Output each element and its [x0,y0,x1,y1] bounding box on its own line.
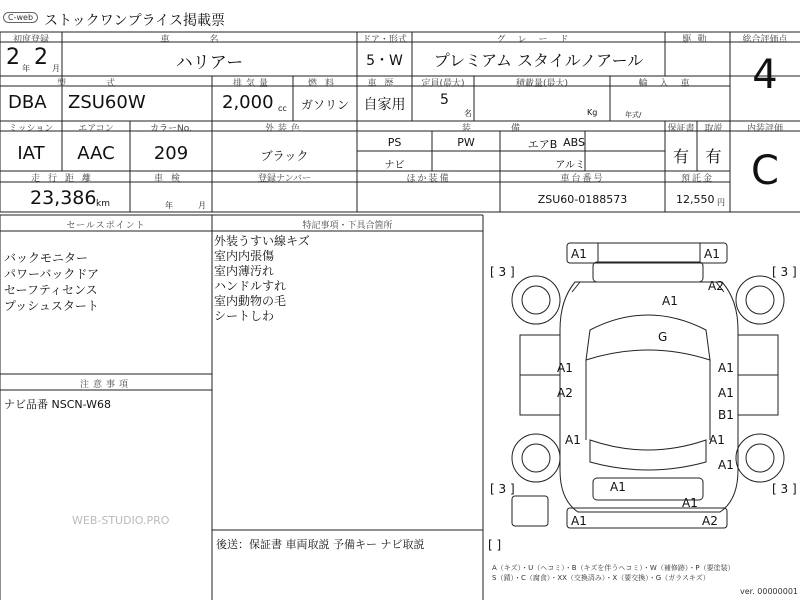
special-note-item: 室内薄汚れ [214,264,275,278]
reg-year: 2 [6,45,20,70]
damage-mark: A1 [718,386,734,400]
equip-ps: PS [387,136,402,149]
label-warranty: 保証書 [667,124,695,134]
watermark: WEB-STUDIO.PRO [72,514,170,527]
label-inspection: 車検 [153,174,188,184]
label-special-notes: 特記事項・下具合箇所 [302,221,393,231]
model-code: ZSU60W [68,92,146,113]
label-manual: 取説 [704,124,723,134]
sheet-title: ストックワンプライス掲載票 [44,13,226,29]
label-mileage: 走行距離 [30,174,99,184]
label-car-name: 車名 [160,35,259,45]
label-grade: グレード [496,35,581,45]
damage-mark: A1 [682,496,698,510]
mileage: 23,386 [30,187,97,209]
exterior-color: ブラック [260,149,309,163]
aircon: AAC [77,143,115,164]
damage-mark: A1 [571,247,587,261]
damage-mark: A1 [610,480,626,494]
site-logo: C-web [3,12,38,23]
equip-pw: PW [457,136,475,149]
sales-point-item: バックモニター [4,251,89,265]
unit-cc: cc [278,104,287,113]
label-reg-number: 登録ナンバー [258,174,311,184]
version-label: ver. 00000001 [739,587,798,596]
label-deposit: 預託金 [680,174,714,184]
label-displacement: 排気量 [232,79,272,89]
grade: プレミアム スタイルノアール [433,51,644,70]
special-note-item: ハンドルすれ [214,279,287,293]
label-interior-score: 内装評価 [746,124,783,134]
damage-mark: A2 [708,279,724,293]
label-capacity: 定員(最大) [421,79,465,89]
equip-airbag: エアB [527,138,558,151]
label-model: 型式 [56,79,155,89]
damage-mark: A1 [718,458,734,472]
after-note: 後送：保証書 車両取説 予備キー ナビ取説 [216,538,425,551]
deposit: 12,550 [676,193,715,206]
label-equipment: 装備 [461,124,560,134]
unit-persons: 名 [464,109,472,118]
bracket-rear-right: [ 3 ] [772,482,797,496]
unit-km: km [96,199,110,209]
damage-mark: A1 [565,433,581,447]
capacity: 5 [440,92,449,108]
inspection-unit-year: 年 [165,201,173,210]
interior-score: C [751,148,779,194]
label-overall-score: 総合評価点 [742,35,788,45]
label-sales-points: セールスポイント [66,221,146,231]
damage-mark: B1 [718,408,734,422]
special-note-item: 室内内張傷 [214,249,275,263]
damage-mark: A2 [702,514,718,528]
damage-mark: A1 [571,514,587,528]
label-aircon: エアコン [78,124,114,134]
special-note-item: シートしわ [214,309,275,323]
bracket-spare: [ ] [488,538,502,552]
damage-mark: A1 [557,361,573,375]
warranty: 有 [672,147,689,166]
equip-abs: ABS [563,136,585,149]
fuel: ガソリン [300,98,349,112]
model-prefix: DBA [8,92,47,113]
label-other-equipment: ほか装備 [406,174,451,184]
manual: 有 [705,147,722,166]
label-caution: 注意事項 [79,380,132,390]
damage-mark: A2 [557,386,573,400]
unit-kg: Kg [587,108,598,117]
sales-point-item: セーフティセンス [4,283,98,297]
bracket-front-left: [ 3 ] [490,265,515,279]
reg-month: 2 [34,45,48,70]
damage-mark: A1 [718,361,734,375]
unit-model-year: 年式/ [625,111,642,119]
label-load-capacity: 積載量(最大) [515,79,569,89]
damage-mark: G [658,330,668,344]
label-fuel: 燃料 [307,79,342,89]
label-car-history: 車歴 [367,79,402,89]
unit-month: 月 [52,64,60,73]
equip-navi: ナビ [384,160,405,171]
bracket-rear-left: [ 3 ] [490,482,515,496]
door-type: 5・W [366,53,403,69]
car-history: 自家用 [363,97,406,113]
label-mission: ミッション [8,124,54,134]
label-chassis-number: 車台番号 [560,174,605,184]
overall-score: 4 [752,52,778,98]
caution-item: ナビ品番 NSCN-W68 [4,398,112,411]
label-drive: 駆動 [682,35,713,45]
sales-point-item: パワーバックドア [4,267,100,281]
legend-line-1: A（キズ）・U（ヘコミ）・B（キズを伴うヘコミ）・W（補修跡）・P（要塗装） [492,564,735,572]
bracket-front-right: [ 3 ] [772,265,797,279]
legend-line-2: S（錆）・C（腐食）・XX（交換済み）・X（要交換）・G（ガラスキズ） [492,574,710,582]
car-name: ハリアー [175,53,244,73]
equip-alumi: アルミ [555,160,585,171]
unit-year: 年 [22,64,30,73]
damage-mark: A1 [709,433,725,447]
label-exterior-color: 外装色 [264,124,304,134]
label-import: 輸入車 [638,79,702,89]
inspection-unit-month: 月 [198,201,206,210]
unit-yen: 円 [717,198,725,207]
label-color-no: カラーNo. [150,124,192,134]
damage-mark: A1 [704,247,720,261]
damage-mark: A1 [662,294,678,308]
label-door-type: ドア・形式 [362,35,407,45]
mission: IAT [17,143,45,164]
chassis-number: ZSU60-0188573 [537,193,628,206]
sales-point-item: プッシュスタート [4,299,99,313]
displacement: 2,000 [222,92,274,113]
color-no: 209 [153,143,189,164]
special-note-item: 室内動物の毛 [214,294,287,308]
special-note-item: 外装うすい線キズ [214,234,310,248]
label-first-reg: 初度登録 [12,35,49,45]
